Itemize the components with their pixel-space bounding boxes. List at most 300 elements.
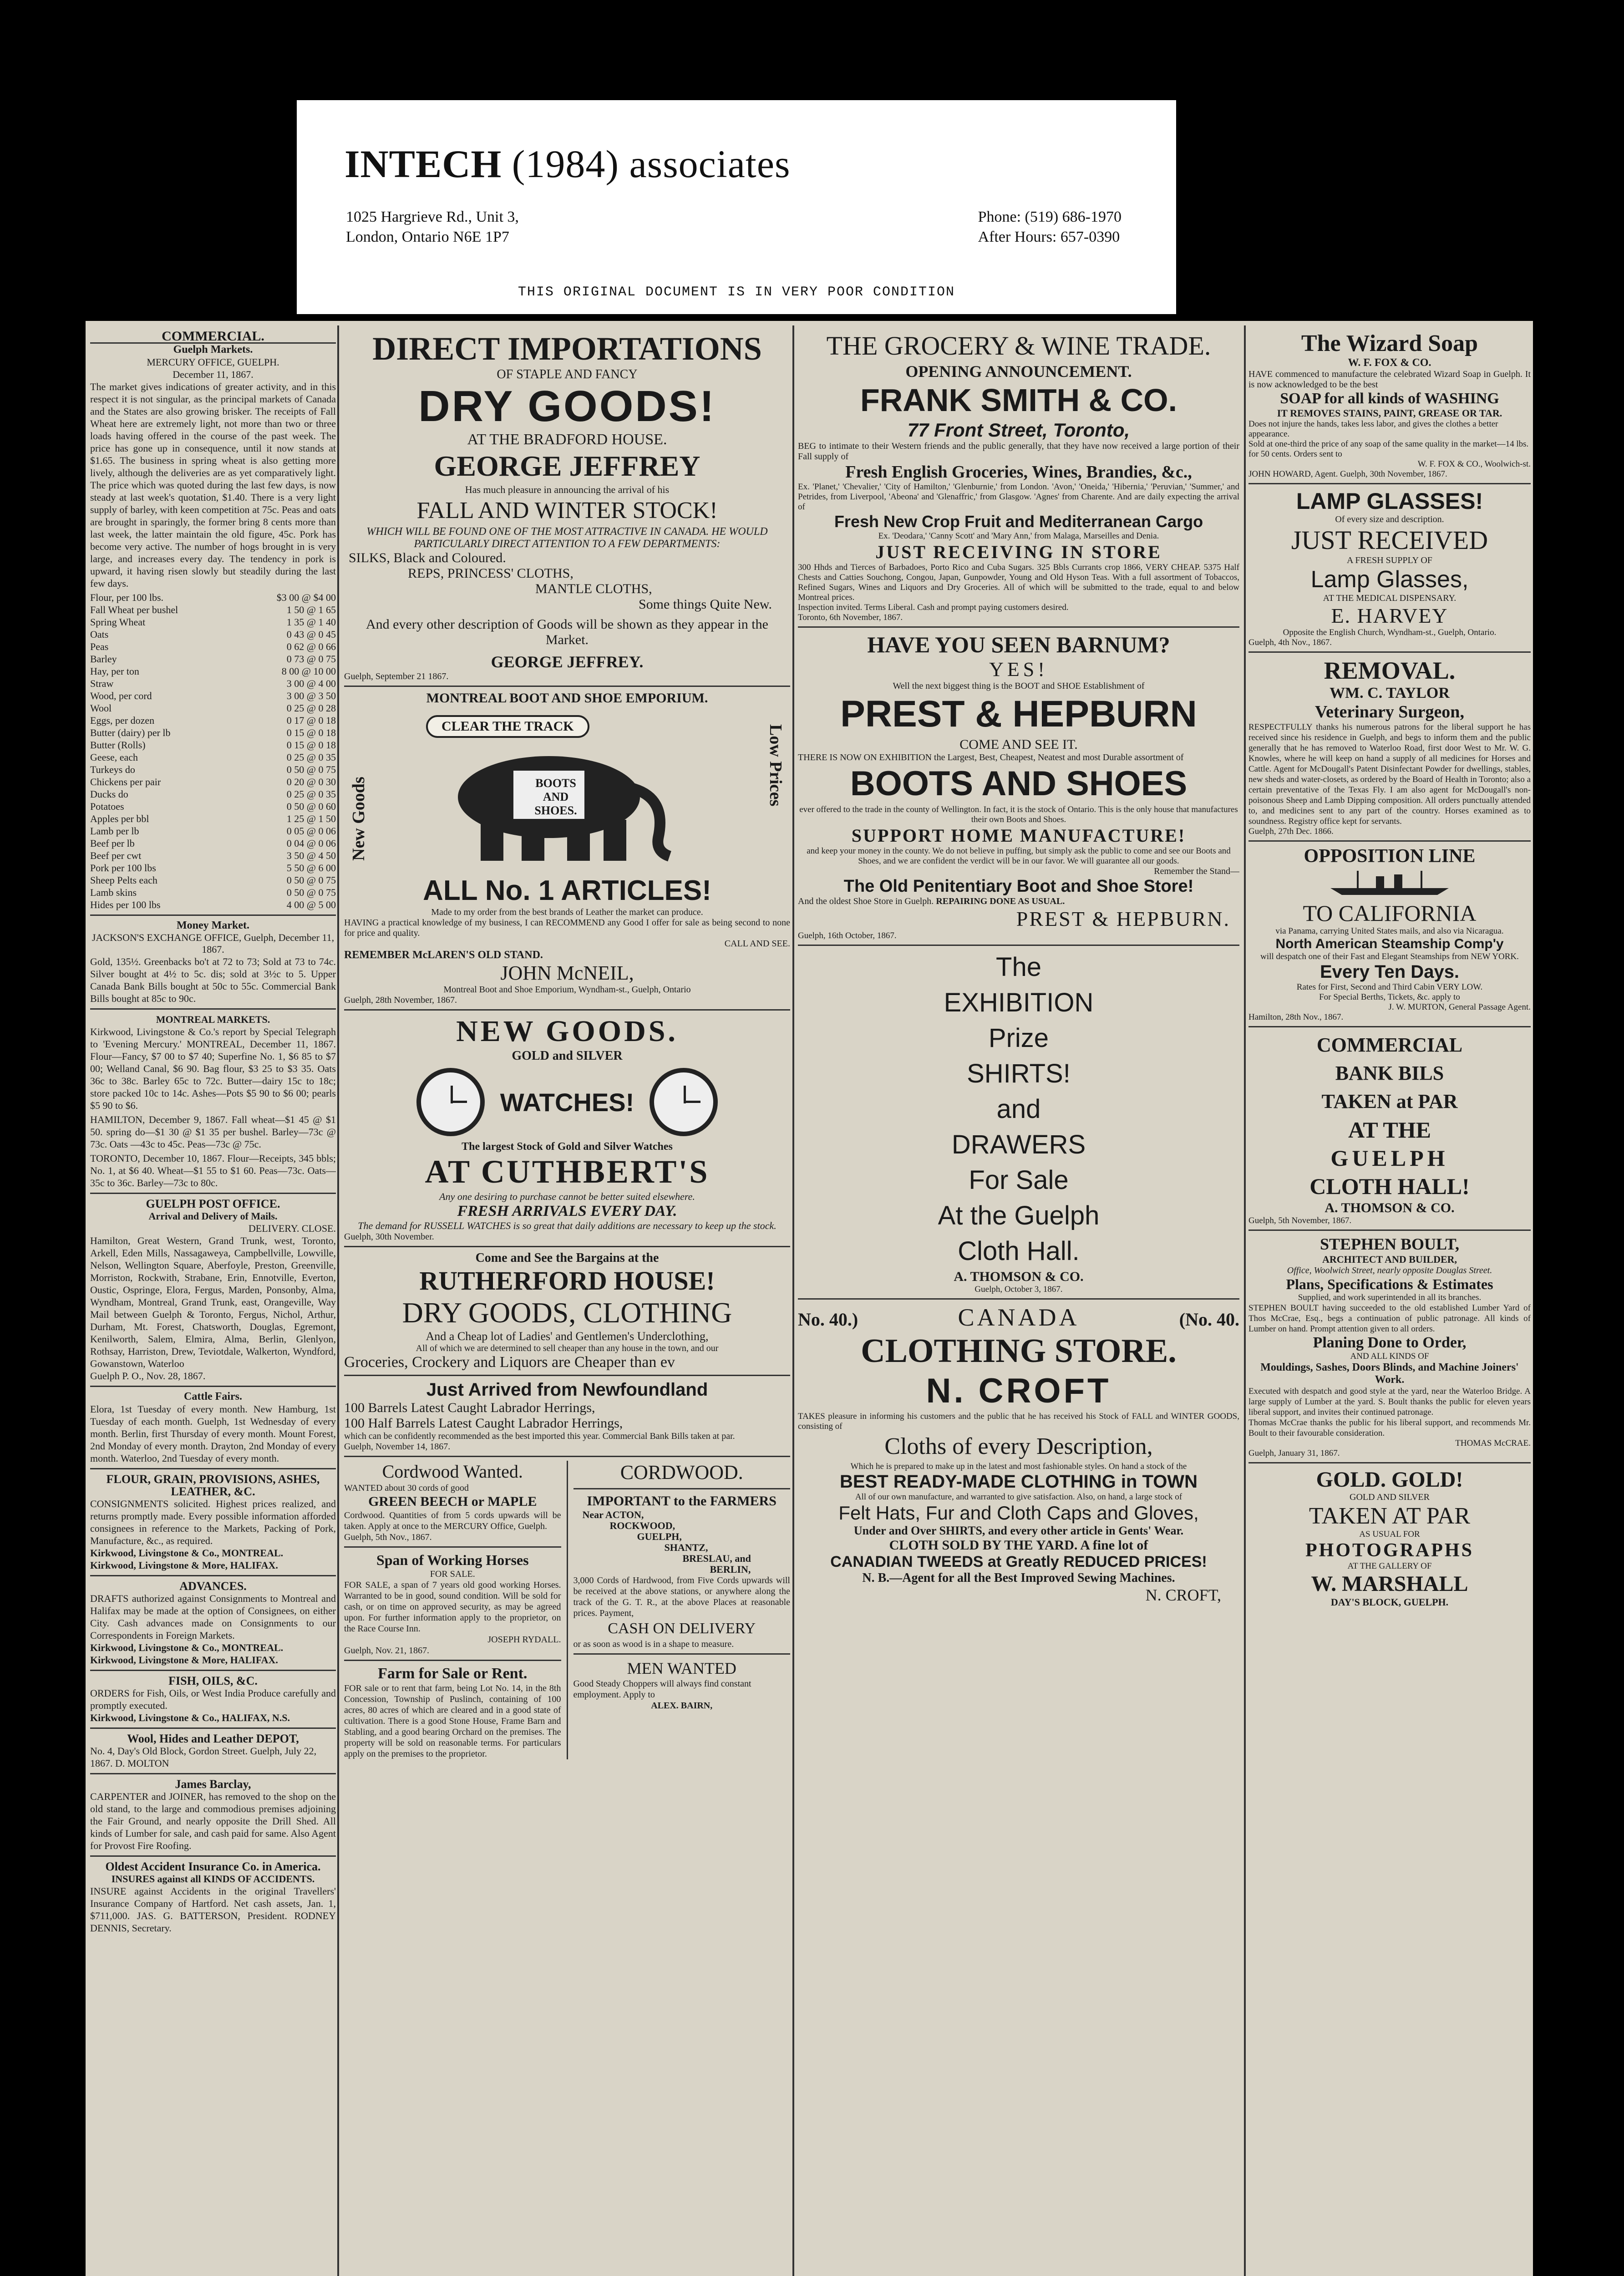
price-value: 0 50 @ 0 75: [286, 764, 336, 775]
kirkwood-montreal-2: Kirkwood, Livingstone & Co., MONTREAL.: [90, 1642, 284, 1653]
span-horses-text: FOR SALE, a span of 7 years old good working Horses. Warranted to be in good, sound condition. Will be sold for cash, or on time on approved security, as may be agreed upon. For further information apply to the proprietor, on the Race Course Inn.: [344, 1580, 561, 1634]
well-next-line: Well the next biggest thing is the BOOT and SHOE Establishment of: [893, 681, 1145, 691]
bradford-house-line: AT THE BRADFORD HOUSE.: [467, 431, 667, 448]
price-item: Flour, per 100 lbs.: [90, 592, 164, 603]
price-row: [90, 702, 336, 714]
new-goods-side-label: New Goods: [349, 777, 368, 861]
remember-stand-line: Remember the Stand—: [1154, 866, 1239, 876]
kirkwood-halifax-3: Kirkwood, Livingstone & Co., HALIFAX, N.S.: [90, 1712, 290, 1723]
brand-name: INTECH: [345, 142, 502, 186]
any-one-line: Any one desiring to purchase cannot be better suited elsewhere.: [439, 1191, 695, 1202]
money-market-office: JACKSON'S EXCHANGE OFFICE, Guelph, December 11, 1867.: [91, 932, 335, 955]
at-guelph-line: At the Guelph: [938, 1201, 1100, 1230]
rates-line: Rates for First, Second and Third Cabin VERY LOW.: [1296, 982, 1483, 992]
felt-hats-heading: Felt Hats, Fur and Cloth Caps and Gloves,: [838, 1502, 1199, 1524]
address-line1: 1025 Hargrieve Rd., Unit 3,: [346, 208, 519, 225]
lower-ads-row: [344, 1461, 790, 1759]
kirkwood-halifax-2: Kirkwood, Livingstone & More, HALIFAX.: [90, 1654, 278, 1666]
price-row: [90, 665, 336, 677]
for-sale-line: For Sale: [969, 1165, 1069, 1195]
accident-insurance-sub: INSURES against all KINDS OF ACCIDENTS.: [111, 1873, 315, 1885]
boult-heading: STEPHEN BOULT,: [1320, 1235, 1460, 1253]
price-value: 3 00 @ 4 00: [286, 678, 336, 689]
oldest-repairing-row: [798, 896, 1239, 907]
price-value: 3 50 @ 4 50: [286, 850, 336, 861]
beg-text: BEG to intimate to their Western friends and the public generally, that they have now received a large portion of their Fall supply of: [798, 441, 1239, 462]
as-usual-line: AS USUAL FOR: [1359, 1529, 1420, 1539]
exhibition-line: EXHIBITION: [944, 988, 1094, 1017]
span-signature: JOSEPH RYDALL.: [487, 1635, 561, 1645]
planing-heading: Planing Done to Order,: [1313, 1334, 1467, 1351]
farm-sale-text: FOR sale or to rent that farm, being Lot No. 14, in the 8th Concession, Township of Puslinch, containing of 100 acres, 80 acres of which are cleared and in a good state of cultivation. There is a good Stone House, Frame Barn and Stabling, and a good bearing Orchard on the premises. The property will be sold on reasonable terms. For particulars apply on the premises to the proprietor.: [344, 1683, 561, 1759]
money-market-heading: Money Market.: [177, 920, 249, 931]
fish-oils-heading: FISH, OILS, &C.: [168, 1674, 258, 1687]
which-latest-line: Which he is prepared to make up in the latest and most fashionable styles. On hand a stock of the: [850, 1462, 1187, 1471]
berlin-line: BERLIN,: [710, 1564, 751, 1575]
lamp-glasses-heading: LAMP GLASSES!: [1296, 488, 1483, 514]
guelph-line: GUELPH,: [637, 1531, 682, 1542]
medical-dispensary-line: AT THE MEDICAL DISPENSARY.: [1323, 593, 1457, 603]
bank-bills-ad: [1248, 1031, 1531, 1200]
veterinary-heading: Veterinary Surgeon,: [1315, 702, 1464, 721]
watch-icon: [416, 1068, 485, 1136]
price-row: [90, 677, 336, 690]
price-value: 0 25 @ 0 35: [286, 788, 336, 800]
important-farmers-heading: IMPORTANT to the FARMERS: [587, 1494, 776, 1509]
price-row: [90, 825, 336, 837]
mccrae-signature: THOMAS McCRAE.: [1455, 1438, 1531, 1448]
now-exhibition-line: THERE IS NOW ON EXHIBITION the Largest, Best, Cheapest, Neatest and most Durable assortment of: [798, 752, 1184, 762]
some-things-line: Some things Quite New.: [638, 597, 772, 612]
for-circulars-line: For Special Berths, Tickets, &c. apply to: [1319, 992, 1460, 1002]
montreal-markets-heading: MONTREAL MARKETS.: [156, 1014, 270, 1025]
which-will-text: WHICH WILL BE FOUND ONE OF THE MOST ATTRACTIVE IN CANADA. HE WOULD PARTICULARLY DIRECT ATTENTION TO A FEW DEPARTMENTS:: [366, 526, 768, 550]
column-grocery: [798, 330, 1239, 2276]
price-row: [90, 726, 336, 739]
montreal-boot-heading: MONTREAL BOOT AND SHOE EMPORIUM.: [426, 691, 708, 706]
repairing-line: REPAIRING DONE AS USUAL.: [936, 896, 1065, 906]
advances-text: DRAFTS authorized against Consignments to Montreal and Halifax may be made at the option of Consignees, on either City. Cash advances made on Consignments to our Correspondents in Foreign Markets.: [90, 1593, 336, 1641]
kirkwood-halifax: Kirkwood, Livingstone & More, HALIFAX.: [90, 1560, 278, 1571]
cloth-hall-line: Cloth Hall.: [958, 1236, 1080, 1266]
architect-line: ARCHITECT AND BUILDER,: [1322, 1254, 1457, 1265]
sold-at-line: Sold at one-third the price of any soap of the same quality in the market—14 lbs. for 50 cents. Orders sent to: [1248, 439, 1529, 459]
thomson-signature-2: A. THOMSON & CO.: [1325, 1200, 1455, 1215]
good-steady-line: Good Steady Choppers will always find constant employment. Apply to: [573, 1679, 751, 1700]
price-item: Beef per cwt: [90, 850, 142, 861]
fresh-supply-line: A FRESH SUPPLY OF: [1347, 555, 1432, 565]
price-value: 0 43 @ 0 45: [286, 629, 336, 640]
cordwood-wanted-text-2: Cordwood. Quantities of from 5 cords upwards will be taken. Apply at once to the MERCURY Office, Guelph.: [344, 1510, 561, 1531]
montreal-markets-text: Kirkwood, Livingstone & Co.'s report by Special Telegraph to 'Evening Mercury.' MONTREAL, December 11, 1867. Flour—Fancy, $7 00 to $7 40; Superfine No. 1, $6 85 to $7 00; Welland Canal, $6 90. Bag flour, $3 25 to $3 35. Oats 36c to 38c. Barley 65c to 72c. Butter—dairy 15c to 18c; store packed 10c to 14c. Ashes—Pots $5 90 to $6 00; pearls $5 90 to $6.: [90, 1026, 336, 1111]
price-item: Butter (dairy) per lb: [90, 727, 171, 738]
murton-signature: J. W. MURTON, General Passage Agent.: [1388, 1002, 1531, 1012]
farm-sale-heading: Farm for Sale or Rent.: [378, 1665, 528, 1682]
column-rule: [1244, 325, 1246, 2276]
jeffrey-date: Guelph, September 21 1867.: [344, 671, 449, 681]
price-row: [90, 604, 336, 616]
price-value: 0 05 @ 0 06: [286, 825, 336, 837]
green-beech-line: GREEN BEECH or MAPLE: [368, 1494, 537, 1509]
price-item: Wool: [90, 702, 112, 714]
boot-ad-illustration: [344, 706, 790, 874]
demand-text: The demand for RUSSELL WATCHES is so great that daily additions are necessary to keep up the stock.: [358, 1220, 776, 1231]
post-office-heading: GUELPH POST OFFICE.: [146, 1197, 280, 1210]
soap-for-heading: SOAP for all kinds of WASHING: [1280, 390, 1499, 407]
phone-line: Phone: (519) 686-1970: [978, 208, 1122, 225]
will-dispatch-line: will despatch one of their Fast and Elegant Steamships from NEW YORK.: [1260, 952, 1519, 961]
opposition-line-heading: OPPOSITION LINE: [1304, 846, 1476, 867]
staple-fancy-line: OF STAPLE AND FANCY: [497, 367, 638, 381]
price-row: [90, 899, 336, 911]
accident-insurance-heading: Oldest Accident Insurance Co. in America.: [105, 1860, 321, 1873]
wool-depot-heading: Wool, Hides and Leather DEPOT,: [127, 1732, 299, 1745]
toronto-date: Toronto, 6th November, 1867.: [798, 613, 903, 622]
price-row: [90, 800, 336, 813]
price-value: 0 17 @ 0 18: [286, 715, 336, 726]
boult-address: Office, Woolwich Street, nearly opposite Douglas Street.: [1287, 1265, 1492, 1275]
cordwood-wanted-heading: Cordwood Wanted.: [382, 1461, 523, 1482]
taylor-date: Guelph, 27th Dec. 1866.: [1248, 827, 1334, 836]
barnum-heading: HAVE YOU SEEN BARNUM?: [867, 632, 1170, 657]
murton-date: Hamilton, 28th Nov., 1867.: [1248, 1012, 1344, 1022]
price-value: 1 25 @ 1 50: [286, 813, 336, 824]
price-row: [90, 886, 336, 899]
mcneil-address: Montreal Boot and Shoe Emporium, Wyndham-st., Guelph, Ontario: [443, 985, 691, 995]
prize-line: Prize: [988, 1023, 1049, 1053]
support-home-heading: SUPPORT HOME MANUFACTURE!: [851, 825, 1186, 846]
price-item: Beef per lb: [90, 838, 135, 849]
price-row: [90, 788, 336, 800]
cattle-fairs-text: Elora, 1st Tuesday of every month. New Hamburg, 1st Tuesday of each month. Guelph, 1st Wednesday of every month. Berlin, first Thursday of every month. Mount Forest, 2nd Monday of every month. Drayton, 2nd Monday of every month. Waterloo, 2nd Tuesday of every month.: [90, 1403, 336, 1464]
come-see-line: Come and See the Bargains at the: [475, 1251, 659, 1265]
cordwood-ad: [568, 1461, 791, 1759]
ex-deodara-text: Ex. 'Deodara,' 'Canny Scott' and 'Mary Ann,' from Malaga, Marseilles and Denia.: [878, 531, 1159, 541]
price-row: [90, 751, 336, 763]
after-hours-line: After Hours: 657-0390: [978, 229, 1120, 245]
boots-shoes-heading: BOOTS AND SHOES: [850, 764, 1188, 803]
price-row: [90, 640, 336, 653]
watches-heading: WATCHES!: [500, 1087, 634, 1117]
opening-announcement: OPENING ANNOUNCEMENT.: [905, 362, 1132, 381]
flour-grain-text: CONSIGNMENTS solicited. Highest prices realized, and returns promptly made. Every possible information afforded consignees in reference to the Markets, Packing of Pork, Manufacture, &c., as required.: [90, 1498, 336, 1546]
market-report-text: The market gives indications of greater activity, and in this respect it is not singular, as the principal markets of Canada and the States are also growing brisker. The receipts of Fall Wheat here are extremely light, not more than two or three loads having offered in the course of the past week. The price has gone up in consequence, until it now stands at $1.65. The business in spring wheat is also getting more lively, although the deliveries are as yet comparatively light. The price which was quoted during the last few days, is now steady at last week's quotation, $1.40. There is a very light supply of barley, with keen competition at 75c. Peas and oats are brought in sparingly, the former bring 8 cents more than last week, the latter maintain the old figure, 45c. Pork has become very active. The number of hogs brought in is very large, and increases every day. The tendency in pork is upward, it having risen slowly but steadily during the last few days.: [90, 381, 336, 589]
post-office-subheading: Arrival and Delivery of Mails.: [148, 1210, 278, 1222]
mantle-line: MANTLE CLOTHS,: [535, 581, 652, 596]
best-ready-heading: BEST READY-MADE CLOTHING in TOWN: [840, 1472, 1198, 1492]
plans-heading: Plans, Specifications & Estimates: [1286, 1276, 1493, 1292]
ever-offered-text: ever offered to the trade in the county of Wellington. In fact, it is the stock of Ontario. This is the only house that manufactures their own Boots and Shoes.: [799, 805, 1238, 824]
price-value: 4 00 @ 5 00: [286, 899, 336, 910]
flour-grain-heading: FLOUR, GRAIN, PROVISIONS, ASHES, LEATHER, &C.: [106, 1473, 320, 1498]
mccrae-text: Thomas McCrae thanks the public for his liberal support, and recommends Mr. Boult to their favourable consideration.: [1248, 1418, 1531, 1438]
silks-line: SILKS, Black and Coloured.: [349, 550, 506, 565]
taylor-name: WM. C. TAYLOR: [1330, 685, 1450, 701]
price-value: 0 50 @ 0 60: [286, 801, 336, 812]
cheap-lot-line: And a Cheap lot of Ladies' and Gentlemen's Underclothing,: [426, 1330, 709, 1343]
removes-line: IT REMOVES STAINS, PAINT, GREASE OR TAR.: [1277, 407, 1502, 419]
cash-delivery-heading: CASH ON DELIVERY: [608, 1620, 756, 1637]
shantz-line: SHANTZ,: [664, 1542, 708, 1553]
north-american-heading: North American Steamship Comp'y: [1275, 936, 1504, 951]
every-other-line: And every other description of Goods will be shown as they appear in the Market.: [366, 617, 768, 647]
mouldings-heading: Mouldings, Sashes, Doors Blinds, and Machine Joiners' Work.: [1260, 1362, 1519, 1386]
price-item: Apples per bbl: [90, 813, 149, 824]
marshall-heading: W. MARSHALL: [1311, 1572, 1468, 1596]
front-street-line: 77 Front Street, Toronto,: [907, 419, 1130, 441]
price-item: Sheep Pelts each: [90, 874, 157, 886]
hamilton-markets-text: HAMILTON, December 9, 1867. Fall wheat—$1 45 @ $1 50. spring do—$1 30 @ $1 35 per bushel. Barley—73c @ 73c. Oats —43c to 45c. Peas—73c @ 75c.: [90, 1114, 336, 1150]
all-which-line: All of which we are determined to sell cheaper than any house in the town, and our: [416, 1343, 719, 1353]
canada-header-row: [798, 1303, 1239, 1331]
price-row: [90, 628, 336, 640]
price-value: 0 25 @ 0 28: [286, 702, 336, 714]
price-item: Eggs, per dozen: [90, 715, 155, 726]
frank-smith-heading: FRANK SMITH & CO.: [860, 382, 1177, 418]
price-value: 0 25 @ 0 35: [286, 752, 336, 763]
commercial-line: COMMERCIAL: [1316, 1034, 1463, 1056]
reps-line: REPS, PRINCESS' CLOTHS,: [408, 566, 573, 581]
company-address: [346, 207, 519, 247]
price-row: [90, 849, 336, 862]
price-item: Pork per 100 lbs: [90, 862, 156, 874]
price-row: [90, 714, 336, 726]
price-row: [90, 837, 336, 849]
alex-bairn-signature: ALEX. BAIRN,: [651, 1701, 713, 1711]
price-item: Peas: [90, 641, 109, 652]
mccrae-date: Guelph, January 31, 1867.: [1248, 1448, 1340, 1458]
cordwood-wanted-ad: [344, 1461, 568, 1759]
fox-signature: W. F. FOX & CO., Woolwich-st.: [1417, 459, 1531, 469]
dry-goods-clothing-heading: DRY GOODS, CLOTHING: [402, 1296, 732, 1329]
does-not-line: Does not injure the hands, takes less labor, and gives the clothes a better appearance.: [1248, 419, 1498, 439]
croft-signature: N. CROFT,: [1145, 1586, 1221, 1604]
no40-right: (No. 40.: [1179, 1309, 1239, 1330]
price-item: Oats: [90, 629, 109, 640]
fall-winter-stock-heading: FALL AND WINTER STOCK!: [416, 498, 718, 523]
cordwood-text: 3,000 Cords of Hardwood, from Five Cords upwards will be received at the above stations, or anywhere along the track of the G. T. R., at the above Places at reasonable prices. Payment,: [573, 1575, 790, 1618]
price-item: Hides per 100 lbs: [90, 899, 161, 910]
near-acton-line: Near ACTON,: [582, 1509, 644, 1520]
to-california-heading: TO CALIFORNIA: [1303, 900, 1477, 926]
price-item: Barley: [90, 653, 117, 665]
barrels-line-2: 100 Half Barrels Latest Caught Labrador Herrings,: [344, 1416, 623, 1431]
fox-co-line: W. F. FOX & CO.: [1348, 357, 1431, 369]
guelph-big-line: GUELPH: [1330, 1145, 1449, 1171]
grocery-wine-heading: THE GROCERY & WINE TRADE.: [826, 331, 1211, 361]
price-value: 5 50 @ 6 00: [286, 862, 336, 874]
boult-text: STEPHEN BOULT having succeeded to the old established Lumber Yard of Thos McCrae, Esq., begs a continuation of public patronage. All kinds of Lumber on hand. Prompt attention given to all orders.: [1248, 1303, 1531, 1334]
price-value: 1 50 @ 1 65: [286, 604, 336, 615]
price-item: Butter (Rolls): [90, 739, 146, 751]
every-ten-days-heading: Every Ten Days.: [1320, 962, 1460, 982]
cloth-hall-big-line: CLOTH HALL!: [1309, 1174, 1470, 1199]
breslau-line: BRESLAU, and: [682, 1553, 751, 1564]
price-value: 0 50 @ 0 75: [286, 887, 336, 898]
oldest-line: And the oldest Shoe Store in Guelph.: [798, 896, 934, 906]
rutherford-date: Guelph, November 14, 1867.: [344, 1442, 451, 1452]
newfoundland-heading: Just Arrived from Newfoundland: [426, 1380, 708, 1400]
cattle-fairs-heading: Cattle Fairs.: [184, 1391, 242, 1402]
croft-heading: N. CROFT: [926, 1372, 1111, 1410]
wool-depot-text: No. 4, Day's Old Block, Gordon Street. Guelph, July 22, 1867. D. MOLTON: [90, 1745, 317, 1769]
column-rule: [792, 325, 794, 2276]
kirkwood-montreal: Kirkwood, Livingstone & Co., MONTREAL.: [90, 1547, 284, 1559]
ex-ships-text: Ex. 'Planet,' 'Chevalier,' 'City of Hamilton,' 'Glenburnie,' from London. 'Avon,' 'Oneida,' 'Hibernia,' 'Peruvian,' 'Summer,' and Petrides, from Liverpool, 'Abeona' and 'Glenaffric,' from Glasgow. 'Agnes' from Charente. And are daily expecting the arrival of: [798, 482, 1239, 512]
commercial-bills-line: which can be confidently recommended as the best imported this year. Commercial Bank Bills taken at par.: [344, 1431, 735, 1441]
shirts-line: SHIRTS!: [967, 1059, 1071, 1088]
penitentiary-heading: The Old Penitentiary Boot and Shoe Store!: [843, 877, 1194, 896]
accident-insurance-text: INSURE against Accidents in the original Travellers' Insurance Company of Hartford. Net cash assets, Jan. 1, $711,000. JAS. G. BATTERSON, President. RODNEY DENNIS, Secretary.: [90, 1885, 336, 1934]
price-value: 3 00 @ 3 50: [286, 690, 336, 701]
taken-par-heading-2: TAKEN AT PAR: [1309, 1503, 1471, 1529]
barrels-line-1: 100 Barrels Latest Caught Labrador Herrings,: [344, 1400, 595, 1415]
bank-bils-line: BANK BILS: [1335, 1062, 1444, 1084]
span-date: Guelph, Nov. 21, 1867.: [344, 1646, 430, 1656]
respectfully-text: RESPECTFULLY thanks his numerous patrons for the liberal support he has received since his residence in Guelph, and begs to inform them and the public generally that he has removed to Waterloo Road, first door West to Mr. W. G. Knowles, where he will keep on hand a supply of all medicines for Horses and Cattle. Agent for McDougall's Patent Disinfectant Powder for dwellings, stables, new sheds and water-closets, as ordered by the Board of Health in Toronto; also a certain preventative of the Texas Fly. I am also agent for McDougall's non-poisonous Sheep and Lamb Dipping composition. All orders punctually attended to, and medicines sent to any part of the country. Horses examined as to soundness. Registry office kept for servants.: [1248, 722, 1531, 826]
guelph-markets-heading: Guelph Markets.: [173, 344, 253, 356]
price-row: [90, 690, 336, 702]
price-value: 0 20 @ 0 30: [286, 776, 336, 787]
price-row: [90, 616, 336, 628]
boots-shoes-label: [524, 777, 588, 818]
have-text: HAVE commenced to manufacture the celebrated Wizard Soap in Guelph. It is now acknowledged to be the best: [1248, 369, 1531, 390]
price-item: Turkeys do: [90, 764, 135, 775]
company-phone: [978, 207, 1122, 247]
price-list: [90, 591, 336, 911]
having-text: HAVING a practical knowledge of my business, I can RECOMMEND any Good I offer for sale as being second to none for price and quality.: [344, 918, 790, 938]
taken-par-line: TAKEN at PAR: [1321, 1090, 1458, 1113]
cuthbert-heading: AT CUTHBERT'S: [425, 1153, 710, 1190]
fresh-crop-heading: Fresh New Crop Fruit and Mediterranean Cargo: [834, 512, 1203, 531]
price-row: [90, 776, 336, 788]
price-row: [90, 591, 336, 604]
via-panama-line: via Panama, carrying United States mails, and also via Nicaragua.: [1275, 926, 1504, 936]
price-value: 0 15 @ 0 18: [286, 739, 336, 751]
just-receiving-heading: JUST RECEIVING IN STORE: [875, 542, 1162, 562]
watch-icon: [650, 1068, 718, 1136]
rockwood-line: ROCKWOOD,: [609, 1520, 675, 1531]
cordwood-heading: CORDWOOD.: [620, 1461, 743, 1483]
boots-and-text: BOOTS AND: [535, 777, 576, 803]
scanner-header-card: [297, 100, 1176, 314]
price-value: 0 50 @ 0 75: [286, 874, 336, 886]
price-row: [90, 739, 336, 751]
fresh-english-heading: Fresh English Groceries, Wines, Brandies, &c.,: [845, 462, 1192, 482]
men-wanted-heading: MEN WANTED: [627, 1659, 736, 1677]
the-line: The: [996, 952, 1041, 982]
company-name: [345, 141, 790, 187]
price-item: Fall Wheat per bushel: [90, 604, 178, 615]
barclay-heading: James Barclay,: [175, 1778, 251, 1791]
price-item: Geese, each: [90, 752, 138, 763]
gold-silver-line: GOLD and SILVER: [512, 1049, 623, 1063]
direct-importations-heading: DIRECT IMPORTATIONS: [372, 330, 762, 367]
mcneil-date: Guelph, 28th November, 1867.: [344, 995, 457, 1005]
toronto-markets-text: TORONTO, December 10, 1867. Flour—Receipts, 345 bbls; No. 1, at $6 40. Wheat—$1 55 to $1 60. Peas—73c. Oats—35c to 36c. Barley—73c to 80c.: [90, 1153, 336, 1189]
column-dry-goods: [344, 330, 790, 2276]
column-commercial: [90, 330, 336, 2276]
and-line: and: [996, 1094, 1041, 1124]
price-item: Straw: [90, 678, 114, 689]
brand-year: (1984): [512, 142, 619, 186]
prest-hepburn-heading: PREST & HEPBURN: [840, 693, 1197, 735]
newspaper-page: [86, 321, 1533, 2276]
prest-date: Guelph, 16th October, 1867.: [798, 931, 897, 940]
keep-money-text: and keep your money in the county. We do not believe in puffing, but simply ask the public to come and see our Boots and Shoes, and we are confident the verdict will be in our favor. We will guarantee all our goods.: [807, 846, 1231, 866]
address-line2: London, Ontario N6E 1P7: [346, 229, 509, 245]
gold-silver-line-2: GOLD AND SILVER: [1350, 1492, 1430, 1502]
span-horses-heading: Span of Working Horses: [376, 1552, 529, 1568]
sewing-machines-line: N. B.—Agent for all the Best Improved Sewing Machines.: [862, 1571, 1175, 1585]
clothing-store-heading: CLOTHING STORE.: [861, 1332, 1177, 1370]
inspection-line: Inspection invited. Terms Liberal. Cash and prompt paying customers desired.: [798, 603, 1069, 612]
low-prices-side-label: Low Prices: [766, 724, 785, 807]
pleasure-line: Has much pleasure in announcing the arrival of his: [465, 484, 670, 495]
price-value: 1 35 @ 1 40: [286, 616, 336, 628]
post-office-columns: DELIVERY. CLOSE.: [248, 1223, 336, 1234]
call-see-line: CALL AND SEE.: [724, 939, 790, 949]
largest-stock-line: The largest Stock of Gold and Silver Watches: [462, 1141, 673, 1153]
price-value: 0 15 @ 0 18: [286, 727, 336, 738]
new-goods-heading: NEW GOODS.: [456, 1015, 678, 1048]
office-date: December 11, 1867.: [173, 369, 254, 380]
post-office-text: Hamilton, Great Western, Grand Trunk, west, Toronto, Arkell, Eden Mills, Nassagaweya, Campbellville, Lowville, Nelson, Wellington Square, Aberfoyle, Preston, Greenville, Morriston, Rockwith, Strabane, Erin, Ennotville, Everton, Oustic, Ospringe, Elora, Fergus, Marden, Ponsonby, Alma, Wyndham, Montreal, Grand Trunk, east, Orangeville, Way Mail between Guelph & Toronto, Fergus, Nichol, Arthur, Durham, Mt. Forest, Chatsworth, Douglas, Egremont, Kenilworth, Salem, Elmira, Alma, Berlin, Glenlyon, Rothsay, Harriston, Drew, Teviotdale, Walkerton, Wyndford, Gowanstown, Waterloo: [90, 1235, 336, 1369]
photographs-heading: PHOTOGRAPHS: [1305, 1540, 1474, 1561]
every-size-line: Of every size and description.: [1335, 514, 1444, 524]
prest-signature: PREST & HEPBURN.: [1016, 907, 1230, 930]
steamship-icon: [1321, 870, 1458, 897]
price-row: [90, 653, 336, 665]
store-text: 300 Hhds and Tierces of Barbadoes, Porto Rico and Cuba Sugars. 325 Bbls Currants crop 1866, VERY CHEAP. 5375 Half Chests and Catties Souchong, Congou, Japan, Gunpowder, Young and Old Hyson Teas. With a full assortment of Tobaccos, Refined Sugars, Wines and Liquors and Dry Groceries. All of which will be submitted to the trade, equal to and below Montreal prices.: [798, 563, 1239, 602]
price-item: Hay, per ton: [90, 666, 139, 677]
lamp-glasses-heading-2: Lamp Glasses,: [1310, 566, 1469, 593]
removal-heading: REMOVAL.: [1324, 657, 1456, 684]
canadian-tweeds-heading: CANADIAN TWEEDS at Greatly REDUCED PRICES!: [830, 1553, 1207, 1570]
span-for-sale-line: FOR SALE.: [430, 1569, 475, 1579]
price-value: 0 73 @ 0 75: [286, 653, 336, 665]
come-see-it-line: COME AND SEE IT.: [959, 737, 1078, 752]
yes-heading: YES!: [989, 658, 1048, 681]
no40-left: No. 40.): [798, 1309, 858, 1330]
money-market-text: Gold, 135½. Greenbacks bo't at 72 to 73; Sold at 73 to 74c. Silver bought at 4½ to 5c. dis; sold at 3½c to 5. Upper Canada Bank Bills bought at 50c to 55c. Commercial Bank Bills bought at 85c to 90c.: [90, 956, 336, 1004]
shoes-text: SHOES.: [534, 804, 577, 817]
price-value: 0 04 @ 0 06: [286, 838, 336, 849]
price-item: Ducks do: [90, 788, 128, 800]
price-row: [90, 763, 336, 776]
opposite-church-line: Opposite the English Church, Wyndham-st., Guelph, Ontario.: [1283, 628, 1497, 637]
price-item: Lamb per lb: [90, 825, 139, 837]
groceries-line: Groceries, Crockery and Liquors are Cheaper than ev: [344, 1354, 675, 1371]
jeffrey-signature: GEORGE JEFFREY.: [491, 653, 644, 671]
canada-line: CANADA: [958, 1304, 1080, 1331]
cloths-heading: Cloths of every Description,: [884, 1433, 1153, 1459]
cordwood-wanted-date: Guelph, 5th Nov., 1867.: [344, 1532, 432, 1542]
drawers-line: DRAWERS: [951, 1130, 1086, 1159]
clear-track-banner: CLEAR THE TRACK: [426, 715, 589, 738]
under-over-line: Under and Over SHIRTS, and every other article in Gents' Wear.: [853, 1524, 1184, 1537]
post-office-footer: Guelph P. O., Nov. 28, 1867.: [90, 1370, 206, 1382]
harvey-date: Guelph, 4th Nov., 1867.: [1248, 638, 1332, 647]
mcneil-name: JOHN McNEIL,: [500, 962, 634, 984]
price-value: 8 00 @ 10 00: [281, 666, 336, 677]
executed-text: Executed with despatch and good style at the yard, near the Waterloo Bridge. A large supply of Lumber at the yard. S. Boult thanks the public for eleven years liberal support, and invites their continued patronage.: [1248, 1387, 1531, 1417]
price-item: Wood, per cord: [90, 690, 152, 701]
at-the-line: AT THE: [1348, 1117, 1431, 1143]
price-value: $3 00 @ $4 00: [276, 592, 336, 603]
price-item: Chickens per pair: [90, 776, 161, 787]
thomson-date: Guelph, October 3, 1867.: [974, 1285, 1063, 1294]
